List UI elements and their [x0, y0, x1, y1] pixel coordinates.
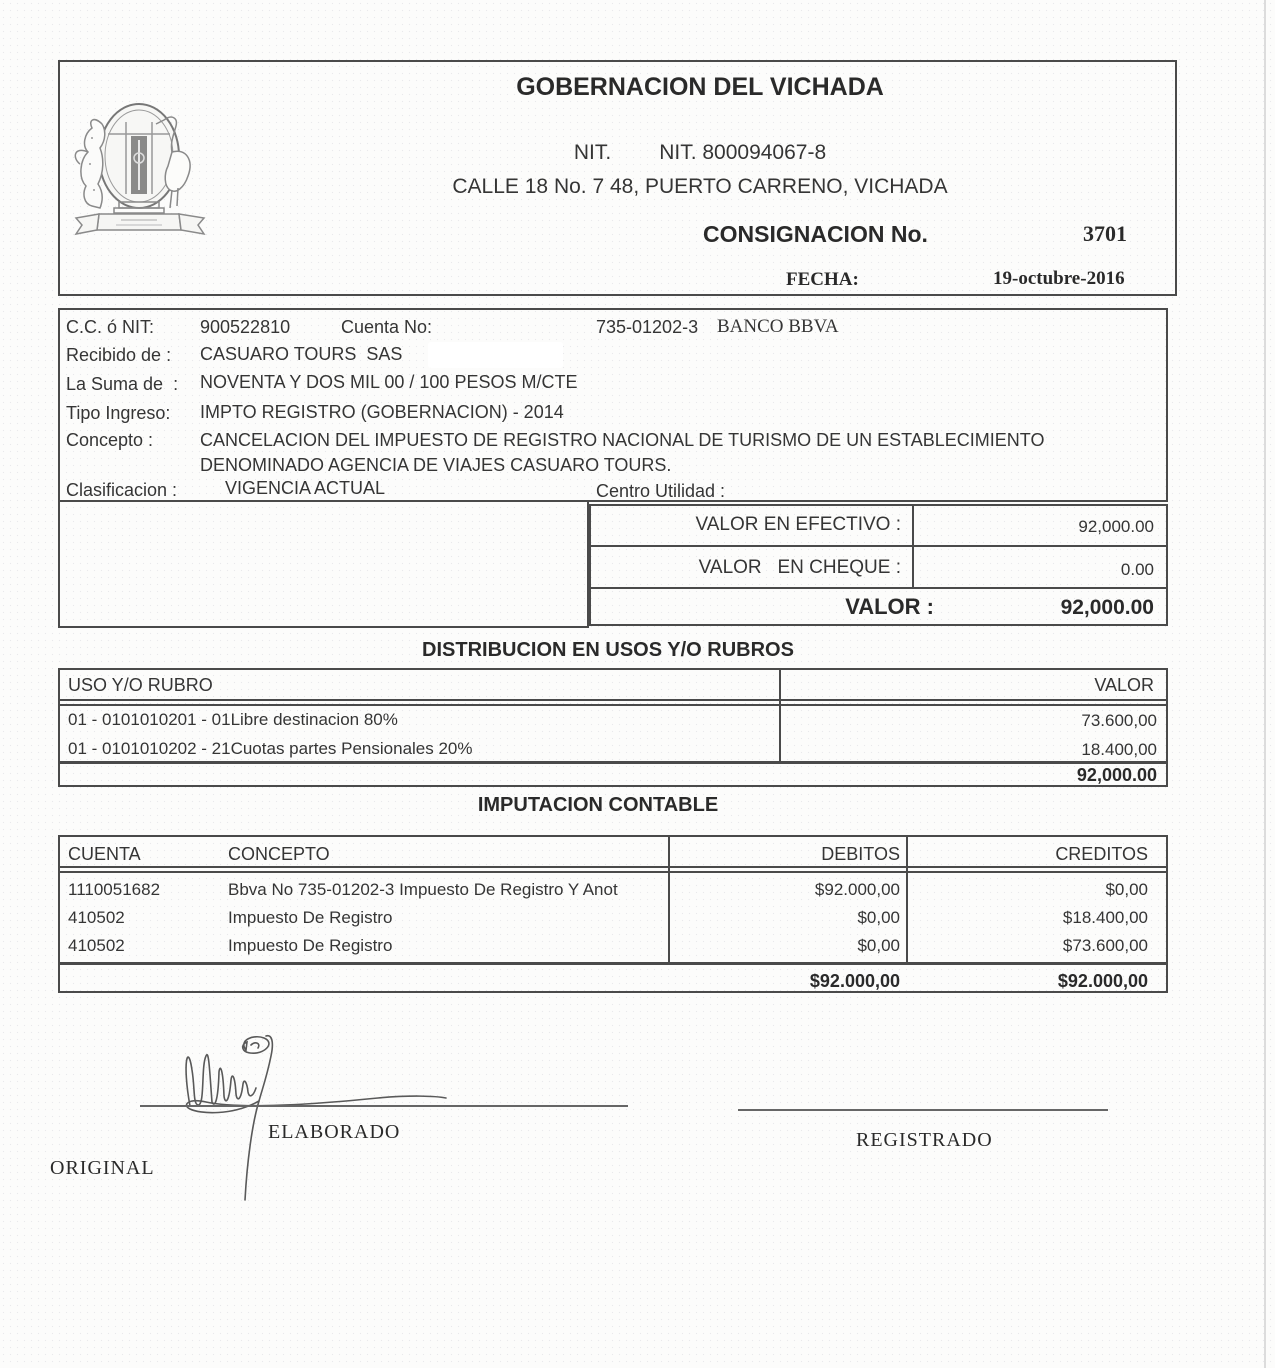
imputacion-divider-debitos-creditos [906, 835, 908, 964]
cc-nit-label: C.C. ó NIT: [66, 317, 155, 337]
imputacion-header-line-1 [58, 866, 1168, 868]
concepto-line2: DENOMINADO AGENCIA DE VIAJES CASUARO TOURS. [200, 455, 672, 475]
imputacion-col-concepto: CONCEPTO [228, 844, 330, 864]
suma-value: NOVENTA Y DOS MIL 00 / 100 PESOS M/CTE [200, 372, 578, 392]
original-label: ORIGINAL [50, 1157, 155, 1179]
tipo-ingreso-value: IMPTO REGISTRO (GOBERNACION) - 2014 [200, 402, 564, 422]
valor-efectivo-value: 92,000.00 [1078, 517, 1154, 536]
suma-label: La Suma de : [66, 374, 179, 394]
whiteout-patch [428, 342, 563, 368]
signature-mark [148, 1028, 478, 1203]
imputacion-total-line [58, 962, 1168, 965]
imputacion-cell-debitos: $92.000,00 [814, 880, 900, 899]
banco-name: BANCO BBVA [717, 316, 839, 337]
scan-edge-line [1264, 0, 1266, 1368]
org-title: GOBERNACION DEL VICHADA [516, 73, 884, 101]
valor-cheque-label: VALOR EN CHEQUE : [698, 557, 901, 578]
consignacion-label: CONSIGNACION No. [703, 221, 928, 247]
distribucion-row-valor: 73.600,00 [1081, 711, 1157, 730]
imputacion-total-creditos: $92.000,00 [1057, 971, 1148, 991]
distribucion-row-valor: 18.400,00 [1081, 740, 1157, 759]
distribucion-header-line-1 [58, 699, 1168, 701]
imputacion-divider-concepto-debitos [668, 835, 670, 964]
centro-utilidad-label: Centro Utilidad : [596, 481, 726, 501]
recibido-value: CASUARO TOURS SAS [200, 344, 403, 364]
valor-efectivo-label: VALOR EN EFECTIVO : [695, 514, 901, 535]
valor-left-empty-box [58, 500, 589, 628]
distribucion-col-rubro: USO Y/O RUBRO [68, 675, 213, 695]
imputacion-cell-cuenta: 1110051682 [68, 880, 161, 899]
fecha-label: FECHA: [786, 269, 859, 290]
elaborado-signature-line [140, 1105, 628, 1107]
imputacion-cell-cuenta: 410502 [68, 936, 125, 955]
valor-total-label: VALOR : [845, 594, 934, 619]
imputacion-cell-creditos: $18.400,00 [1062, 908, 1148, 927]
imputacion-title: IMPUTACION CONTABLE [477, 794, 719, 816]
registrado-label: REGISTRADO [856, 1129, 993, 1151]
imputacion-cell-creditos: $73.600,00 [1062, 936, 1148, 955]
valor-row-divider-2 [589, 587, 1168, 589]
imputacion-cell-debitos: $0,00 [857, 908, 900, 927]
fecha-value: 19-octubre-2016 [993, 268, 1125, 289]
imputacion-cell-concepto: Impuesto De Registro [228, 936, 393, 955]
distribucion-column-divider [779, 668, 781, 764]
nit-row [330, 141, 1070, 165]
cuenta-label: Cuenta No: [341, 317, 433, 337]
imputacion-cell-concepto: Impuesto De Registro [228, 908, 393, 927]
imputacion-cell-debitos: $0,00 [857, 936, 900, 955]
imputacion-cell-concepto: Bbva No 735-01202-3 Impuesto De Registro Y Anot [228, 880, 618, 899]
imputacion-col-creditos: CREDITOS [1055, 844, 1148, 864]
imputacion-header-line-2 [58, 871, 1168, 873]
org-address: CALLE 18 No. 7 48, PUERTO CARRENO, VICHADA [452, 175, 948, 198]
registrado-signature-line [738, 1109, 1108, 1111]
distribucion-row-rubro: 01 - 0101010201 - 01Libre destinacion 80% [68, 710, 398, 729]
concepto-line1: CANCELACION DEL IMPUESTO DE REGISTRO NACIONAL DE TURISMO DE UN ESTABLECIMIENTO [200, 430, 1045, 450]
valor-row-divider-1 [589, 545, 1168, 547]
nit-value: NIT. 800094067-8 [659, 141, 827, 164]
nit-label: NIT. [573, 141, 612, 164]
cc-nit-value: 900522810 [200, 317, 291, 337]
distribucion-total: 92,000.00 [1076, 765, 1157, 785]
cuenta-value: 735-01202-3 [596, 317, 699, 337]
clasificacion-value: VIGENCIA ACTUAL [225, 478, 386, 498]
clasificacion-label: Clasificacion : [66, 480, 178, 500]
valor-cheque-value: 0.00 [1120, 560, 1154, 579]
elaborado-label: ELABORADO [268, 1121, 401, 1143]
distribucion-row-rubro: 01 - 0101010202 - 21Cuotas partes Pensionales 20% [68, 739, 473, 758]
imputacion-col-debitos: DEBITOS [821, 844, 900, 864]
vichada-coat-of-arms-logo [64, 94, 214, 244]
concepto-label: Concepto : [66, 430, 154, 450]
tipo-ingreso-label: Tipo Ingreso: [66, 403, 171, 423]
distribucion-header-line-2 [58, 704, 1168, 706]
imputacion-cell-creditos: $0,00 [1105, 880, 1148, 899]
imputacion-total-debitos: $92.000,00 [809, 971, 900, 991]
recibido-label: Recibido de : [66, 345, 172, 365]
consignacion-number: 3701 [1083, 221, 1127, 246]
distribucion-title: DISTRIBUCION EN USOS Y/O RUBROS [422, 639, 794, 661]
valor-total-value: 92,000.00 [1060, 596, 1154, 619]
distribucion-total-line [58, 761, 1168, 764]
imputacion-cell-cuenta: 410502 [68, 908, 125, 927]
imputacion-col-cuenta: CUENTA [68, 844, 141, 864]
distribucion-col-valor: VALOR [1094, 675, 1154, 695]
